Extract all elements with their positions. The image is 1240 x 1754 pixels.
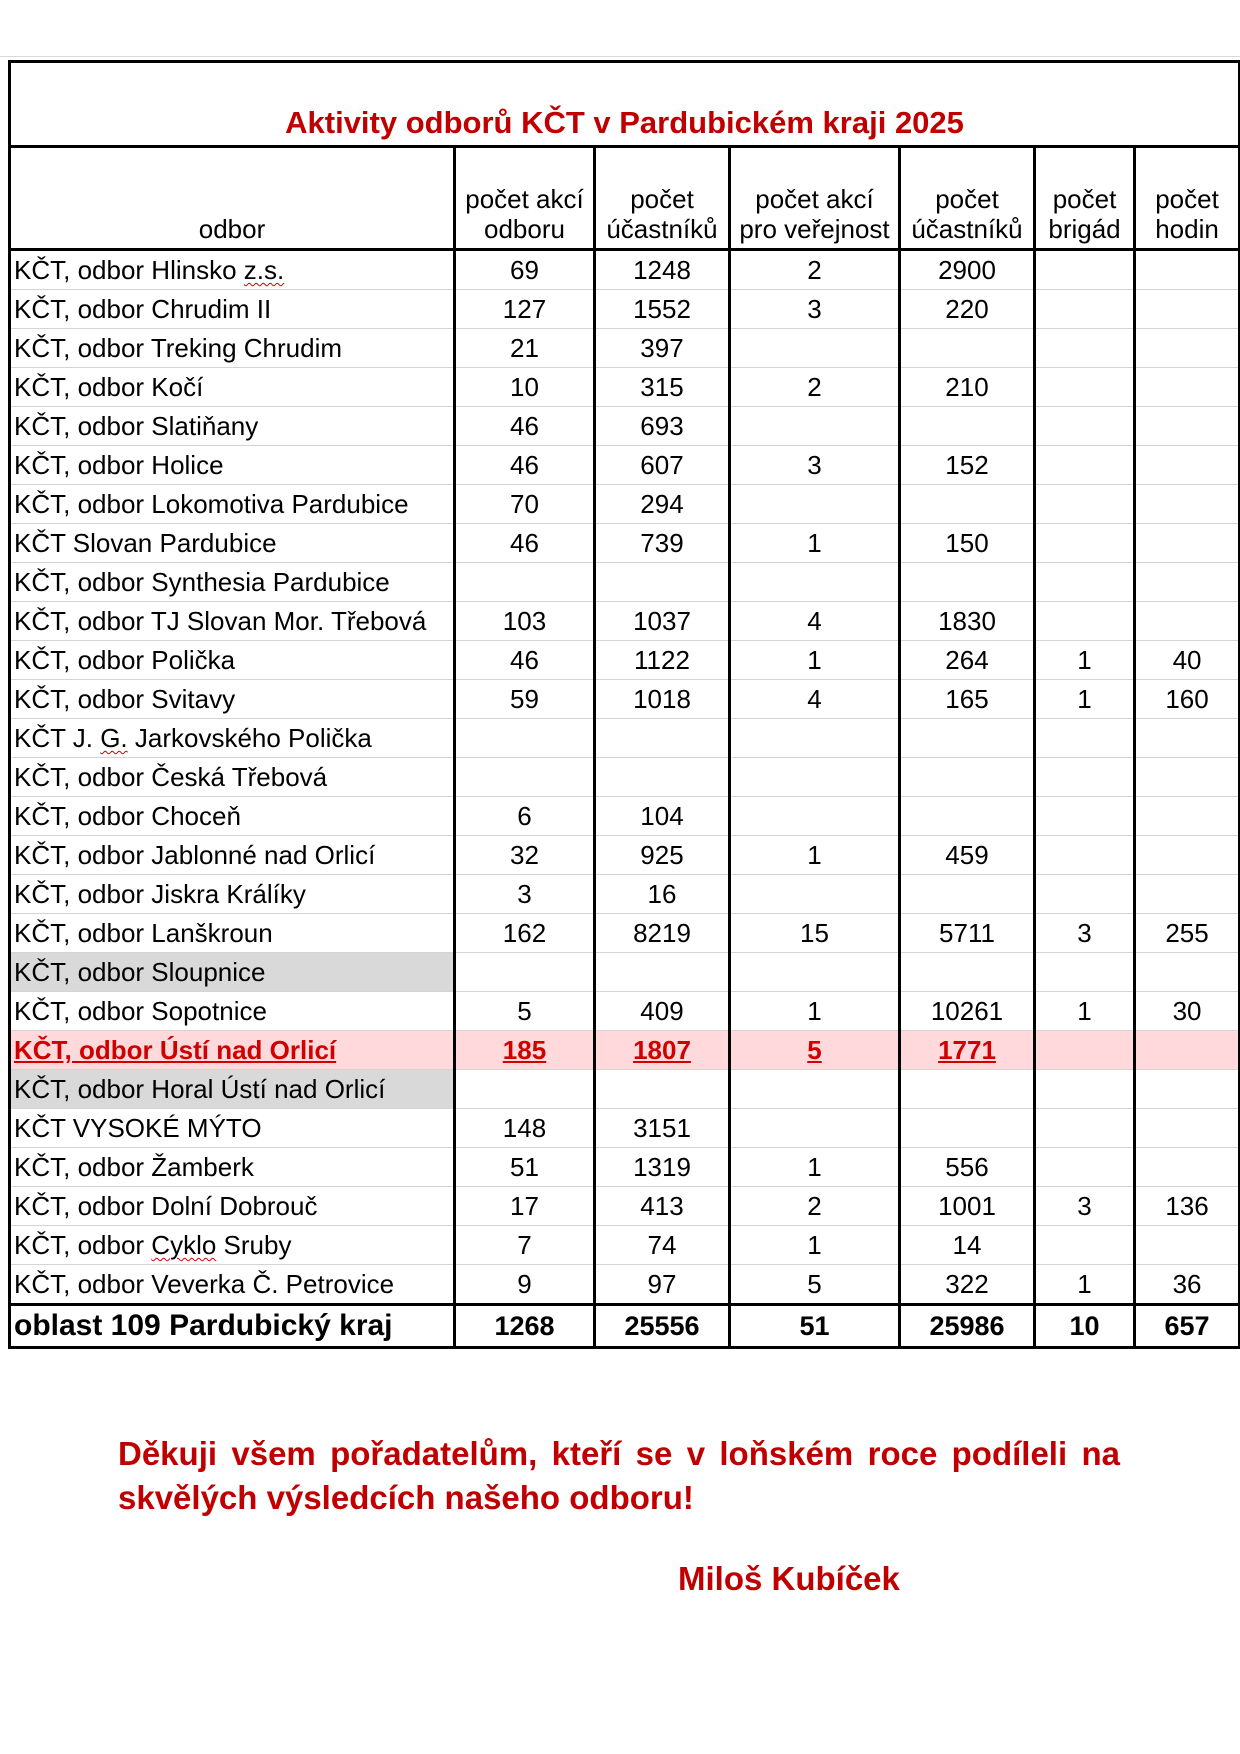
row-name: KČT, odbor Choceň: [10, 797, 455, 836]
row-name: KČT, odbor Česká Třebová: [10, 758, 455, 797]
table-row: [10, 368, 1240, 407]
row-value-c: [730, 953, 900, 992]
sheet-gridline: [0, 56, 1240, 57]
row-value-a: 17: [455, 1187, 595, 1226]
row-value-a: 10: [455, 368, 595, 407]
table-row: [10, 875, 1240, 914]
spellcheck-mark: G.: [100, 723, 128, 753]
row-value-d: 2900: [900, 250, 1035, 290]
row-value-d: [900, 719, 1035, 758]
row-value-f: [1135, 563, 1240, 602]
row-value-b: 409: [595, 992, 730, 1031]
total-name: oblast 109 Pardubický kraj: [10, 1305, 455, 1348]
row-value-e: [1035, 953, 1135, 992]
row-value-e: [1035, 250, 1135, 290]
row-value-d: [900, 329, 1035, 368]
row-value-e: 1: [1035, 680, 1135, 719]
row-value-a: 32: [455, 836, 595, 875]
row-value-d: 5711: [900, 914, 1035, 953]
row-name: KČT, odbor Sloupnice: [10, 953, 455, 992]
header-pocet-ucastniku: počet účastníků: [595, 147, 730, 250]
thanks-message: Děkuji všem pořadatelům, kteří se v loňském roce podíleli na skvělých výsledcích našeho odboru!: [118, 1435, 1120, 1516]
row-value-e: [1035, 1226, 1135, 1265]
table-row: [10, 836, 1240, 875]
row-value-f: 36: [1135, 1265, 1240, 1305]
row-value-d: 1830: [900, 602, 1035, 641]
table-row: [10, 680, 1240, 719]
row-value-c: [730, 1109, 900, 1148]
row-value-a: 127: [455, 290, 595, 329]
total-hodin: 657: [1135, 1305, 1240, 1348]
row-value-b: 8219: [595, 914, 730, 953]
row-value-a: 103: [455, 602, 595, 641]
row-value-f: [1135, 797, 1240, 836]
row-value-d: 322: [900, 1265, 1035, 1305]
row-value-d: 264: [900, 641, 1035, 680]
row-value-c: 5: [730, 1031, 900, 1070]
row-value-f: [1135, 1070, 1240, 1109]
row-value-b: 16: [595, 875, 730, 914]
row-value-f: [1135, 953, 1240, 992]
table-row: [10, 563, 1240, 602]
row-value-c: 1: [730, 641, 900, 680]
row-name: KČT, odbor Dolní Dobrouč: [10, 1187, 455, 1226]
row-value-f: [1135, 1226, 1240, 1265]
row-value-a: 185: [455, 1031, 595, 1070]
row-value-f: 40: [1135, 641, 1240, 680]
row-value-f: [1135, 758, 1240, 797]
row-name: KČT, odbor Holice: [10, 446, 455, 485]
row-value-c: 1: [730, 992, 900, 1031]
row-value-b: [595, 1070, 730, 1109]
row-value-b: 413: [595, 1187, 730, 1226]
table-body: [10, 250, 1240, 1305]
row-value-e: [1035, 368, 1135, 407]
row-value-b: 3151: [595, 1109, 730, 1148]
row-value-d: 459: [900, 836, 1035, 875]
spellcheck-mark: Cyklo: [151, 1230, 217, 1260]
row-value-a: 21: [455, 329, 595, 368]
total-ucastniku-verejnost: 25986: [900, 1305, 1035, 1348]
row-value-a: [455, 563, 595, 602]
row-value-d: [900, 563, 1035, 602]
row-value-d: [900, 797, 1035, 836]
row-value-b: 104: [595, 797, 730, 836]
row-name: KČT, odbor Ústí nad Orlicí: [10, 1031, 455, 1070]
row-value-a: [455, 1070, 595, 1109]
table-row: [10, 290, 1240, 329]
row-value-b: 397: [595, 329, 730, 368]
row-value-d: [900, 1109, 1035, 1148]
row-value-b: 1248: [595, 250, 730, 290]
row-name: KČT, odbor Jablonné nad Orlicí: [10, 836, 455, 875]
row-value-b: 1319: [595, 1148, 730, 1187]
row-value-f: 160: [1135, 680, 1240, 719]
table-row: [10, 1031, 1240, 1070]
row-name: KČT, odbor Cyklo Sruby: [10, 1226, 455, 1265]
row-value-b: [595, 758, 730, 797]
table-row: [10, 1148, 1240, 1187]
row-value-c: [730, 563, 900, 602]
row-value-f: [1135, 1109, 1240, 1148]
row-value-c: [730, 797, 900, 836]
row-value-d: [900, 875, 1035, 914]
row-value-a: 46: [455, 524, 595, 563]
row-value-b: 1807: [595, 1031, 730, 1070]
row-name: KČT, odbor Polička: [10, 641, 455, 680]
row-value-c: 1: [730, 1226, 900, 1265]
row-value-e: [1035, 524, 1135, 563]
table-row: [10, 1187, 1240, 1226]
row-name: KČT, odbor Sopotnice: [10, 992, 455, 1031]
table-row: [10, 758, 1240, 797]
table-row: [10, 992, 1240, 1031]
row-value-a: 70: [455, 485, 595, 524]
row-value-a: [455, 953, 595, 992]
row-value-c: 2: [730, 250, 900, 290]
table-row: [10, 329, 1240, 368]
row-value-b: 315: [595, 368, 730, 407]
row-value-d: 150: [900, 524, 1035, 563]
row-value-d: 556: [900, 1148, 1035, 1187]
row-value-a: 46: [455, 446, 595, 485]
row-value-b: 1552: [595, 290, 730, 329]
row-value-e: [1035, 407, 1135, 446]
row-name: KČT, odbor TJ Slovan Mor. Třebová: [10, 602, 455, 641]
row-value-a: 6: [455, 797, 595, 836]
row-value-f: 255: [1135, 914, 1240, 953]
row-name: KČT, odbor Treking Chrudim: [10, 329, 455, 368]
row-value-b: 97: [595, 1265, 730, 1305]
row-value-b: [595, 563, 730, 602]
row-value-e: [1035, 1109, 1135, 1148]
row-value-c: 2: [730, 1187, 900, 1226]
row-value-e: [1035, 797, 1135, 836]
row-value-a: 51: [455, 1148, 595, 1187]
row-value-e: [1035, 329, 1135, 368]
header-pocet-akci-verejnost: počet akcí pro veřejnost: [730, 147, 900, 250]
row-value-e: [1035, 1031, 1135, 1070]
row-name: KČT Slovan Pardubice: [10, 524, 455, 563]
row-value-f: [1135, 290, 1240, 329]
row-value-d: 165: [900, 680, 1035, 719]
row-value-d: 1001: [900, 1187, 1035, 1226]
row-value-b: 693: [595, 407, 730, 446]
row-value-a: 7: [455, 1226, 595, 1265]
row-value-b: [595, 719, 730, 758]
row-value-a: 46: [455, 407, 595, 446]
row-value-e: [1035, 602, 1135, 641]
row-name: KČT, odbor Slatiňany: [10, 407, 455, 446]
row-value-d: [900, 1070, 1035, 1109]
total-akci-verejnost: 51: [730, 1305, 900, 1348]
row-value-e: [1035, 758, 1135, 797]
row-name: KČT, odbor Kočí: [10, 368, 455, 407]
table-row: [10, 485, 1240, 524]
row-name: KČT, odbor Jiskra Králíky: [10, 875, 455, 914]
header-pocet-akci-odboru: počet akcí odboru: [455, 147, 595, 250]
row-value-a: 3: [455, 875, 595, 914]
row-value-c: 15: [730, 914, 900, 953]
row-value-f: [1135, 368, 1240, 407]
row-value-e: [1035, 446, 1135, 485]
row-value-f: [1135, 875, 1240, 914]
table-row: [10, 407, 1240, 446]
row-value-c: [730, 875, 900, 914]
row-value-f: [1135, 602, 1240, 641]
row-value-b: 1018: [595, 680, 730, 719]
row-value-f: [1135, 719, 1240, 758]
table-row: [10, 641, 1240, 680]
row-value-a: 5: [455, 992, 595, 1031]
activity-table-sheet: [8, 60, 1238, 1349]
row-value-f: [1135, 1031, 1240, 1070]
row-value-f: [1135, 485, 1240, 524]
row-value-e: [1035, 1148, 1135, 1187]
row-name: KČT, odbor Horal Ústí nad Orlicí: [10, 1070, 455, 1109]
total-ucastniku: 25556: [595, 1305, 730, 1348]
row-value-b: 294: [595, 485, 730, 524]
row-value-c: 3: [730, 446, 900, 485]
row-value-d: 10261: [900, 992, 1035, 1031]
row-value-c: 1: [730, 524, 900, 563]
row-value-c: 2: [730, 368, 900, 407]
row-value-c: [730, 719, 900, 758]
total-row: [10, 1305, 1240, 1348]
row-value-a: 59: [455, 680, 595, 719]
table-row: [10, 1070, 1240, 1109]
row-value-b: 925: [595, 836, 730, 875]
row-value-d: 152: [900, 446, 1035, 485]
row-name: KČT, odbor Synthesia Pardubice: [10, 563, 455, 602]
row-value-e: 3: [1035, 1187, 1135, 1226]
row-value-f: [1135, 329, 1240, 368]
row-name: KČT, odbor Chrudim II: [10, 290, 455, 329]
total-akci-odboru: 1268: [455, 1305, 595, 1348]
row-value-b: 1122: [595, 641, 730, 680]
table-title: Aktivity odborů KČT v Pardubickém kraji 2025: [10, 62, 1240, 147]
row-value-e: 3: [1035, 914, 1135, 953]
row-value-d: [900, 953, 1035, 992]
row-value-d: [900, 485, 1035, 524]
row-name: KČT VYSOKÉ MÝTO: [10, 1109, 455, 1148]
row-value-b: [595, 953, 730, 992]
header-odbor: odbor: [10, 147, 455, 250]
table-row: [10, 719, 1240, 758]
row-value-e: [1035, 1070, 1135, 1109]
row-value-a: 9: [455, 1265, 595, 1305]
row-name: KČT, odbor Lanškroun: [10, 914, 455, 953]
table-row: [10, 602, 1240, 641]
row-value-f: [1135, 1148, 1240, 1187]
row-value-c: 5: [730, 1265, 900, 1305]
row-value-a: 148: [455, 1109, 595, 1148]
table-row: [10, 1226, 1240, 1265]
row-value-e: 1: [1035, 1265, 1135, 1305]
row-value-a: 69: [455, 250, 595, 290]
table-row: [10, 1265, 1240, 1305]
row-value-e: [1035, 719, 1135, 758]
spellcheck-mark: z.s.: [243, 255, 285, 285]
row-value-f: 30: [1135, 992, 1240, 1031]
row-value-b: 1037: [595, 602, 730, 641]
row-value-f: [1135, 836, 1240, 875]
row-value-e: 1: [1035, 641, 1135, 680]
row-value-c: 4: [730, 680, 900, 719]
table-row: [10, 914, 1240, 953]
row-value-f: [1135, 407, 1240, 446]
row-value-a: [455, 719, 595, 758]
row-value-d: [900, 758, 1035, 797]
row-value-b: 607: [595, 446, 730, 485]
row-value-c: [730, 1070, 900, 1109]
row-name: KČT, odbor Svitavy: [10, 680, 455, 719]
header-pocet-brigad: počet brigád: [1035, 147, 1135, 250]
row-value-a: 46: [455, 641, 595, 680]
row-value-c: 1: [730, 836, 900, 875]
row-value-c: [730, 329, 900, 368]
row-name: KČT J. G. Jarkovského Polička: [10, 719, 455, 758]
row-value-a: [455, 758, 595, 797]
row-value-d: 14: [900, 1226, 1035, 1265]
row-name: KČT, odbor Žamberk: [10, 1148, 455, 1187]
activity-table: [8, 60, 1240, 1349]
row-value-d: [900, 407, 1035, 446]
row-value-c: 3: [730, 290, 900, 329]
table-row: [10, 250, 1240, 290]
table-row: [10, 1109, 1240, 1148]
row-value-e: [1035, 836, 1135, 875]
row-value-a: 162: [455, 914, 595, 953]
row-value-e: [1035, 290, 1135, 329]
row-name: KČT, odbor Lokomotiva Pardubice: [10, 485, 455, 524]
row-value-f: [1135, 524, 1240, 563]
row-value-e: [1035, 563, 1135, 602]
row-value-c: [730, 485, 900, 524]
row-value-f: [1135, 446, 1240, 485]
row-value-c: 1: [730, 1148, 900, 1187]
row-value-d: 220: [900, 290, 1035, 329]
header-pocet-hodin: počet hodin: [1135, 147, 1240, 250]
table-row: [10, 446, 1240, 485]
row-value-c: [730, 407, 900, 446]
table-row: [10, 797, 1240, 836]
row-value-b: 74: [595, 1226, 730, 1265]
row-value-b: 739: [595, 524, 730, 563]
row-value-f: 136: [1135, 1187, 1240, 1226]
row-value-e: [1035, 485, 1135, 524]
row-value-d: 1771: [900, 1031, 1035, 1070]
row-name: KČT, odbor Hlinsko z.s.: [10, 250, 455, 290]
header-pocet-ucastniku-verejnost: počet účastníků: [900, 147, 1035, 250]
row-value-e: [1035, 875, 1135, 914]
row-name: KČT, odbor Veverka Č. Petrovice: [10, 1265, 455, 1305]
table-row: [10, 524, 1240, 563]
row-value-c: 4: [730, 602, 900, 641]
table-row: [10, 953, 1240, 992]
total-brigad: 10: [1035, 1305, 1135, 1348]
signature: Miloš Kubíček: [678, 1560, 900, 1597]
row-value-f: [1135, 250, 1240, 290]
row-value-e: 1: [1035, 992, 1135, 1031]
row-value-d: 210: [900, 368, 1035, 407]
row-value-c: [730, 758, 900, 797]
